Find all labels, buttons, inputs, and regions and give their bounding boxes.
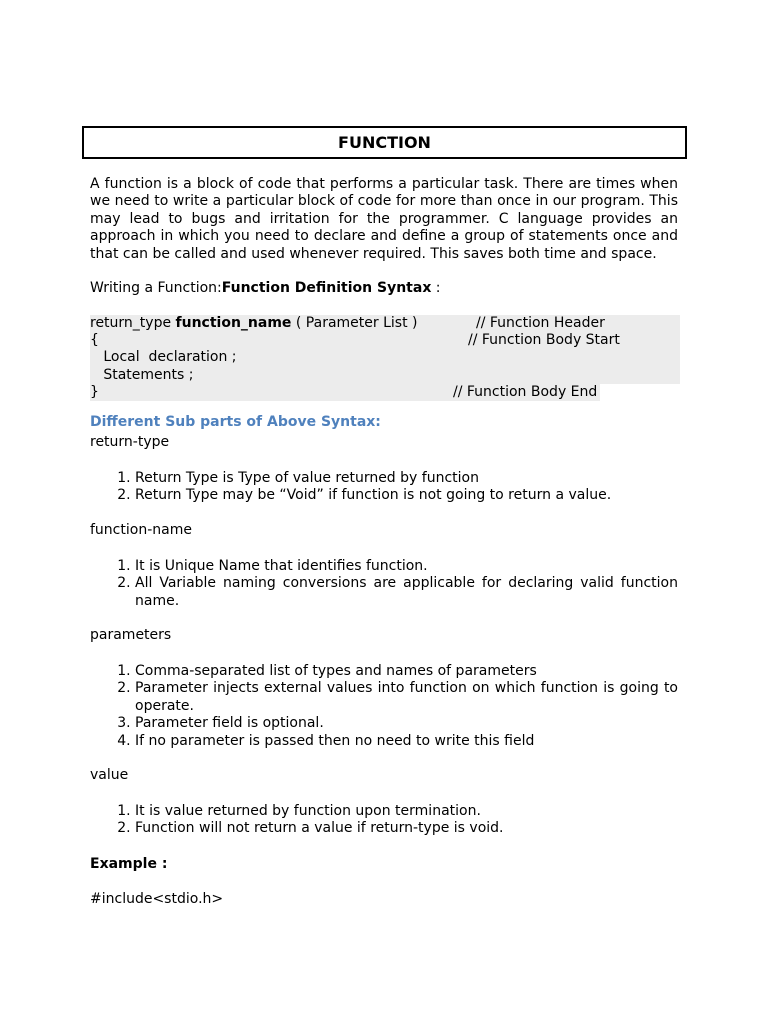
code-line-header	[90, 315, 680, 332]
list-item: 2. Return Type may be “Void” if function is not going to return a value.	[135, 487, 678, 504]
return-type-label: return-type	[90, 434, 170, 450]
writing-suffix: :	[431, 280, 441, 296]
code-line-local-declaration	[90, 349, 680, 366]
code-line-body-end	[90, 384, 600, 401]
list-item: 3. Parameter field is optional.	[135, 715, 678, 732]
list-item: 4. If no parameter is passed then no need to write this field	[135, 733, 678, 750]
function-name-list	[90, 558, 678, 610]
list-item: 2. Function will not return a value if return-type is void.	[135, 820, 678, 837]
writing-prefix: Writing a Function:	[90, 280, 222, 296]
include-line: #include<stdio.h>	[90, 891, 224, 907]
list-item: 1. It is value returned by function upon termination.	[135, 803, 678, 820]
list-item: 2. Parameter injects external values into function on which function is going to operate.	[135, 680, 678, 715]
code-statements: Statements ;	[90, 366, 194, 383]
list-item: 1. It is Unique Name that identifies function.	[135, 558, 678, 575]
writing-function-line	[90, 280, 441, 297]
code-parameter-list: ( Parameter List )	[291, 315, 418, 331]
parameters-label: parameters	[90, 627, 172, 643]
value-list	[90, 803, 678, 838]
comment-body-start: // Function Body Start	[468, 332, 620, 349]
page-title: FUNCTION	[82, 126, 687, 159]
intro-paragraph: A function is a block of code that performs a particular task. There are times when we need to write a particular block of code for more than once in our program. This may lead to bugs and irritation for the programmer. C language provides an approach in which you need to declare and define a group of statements once and that can be called and used whenever required. This saves both time and space.	[90, 176, 678, 262]
list-item: 2. All Variable naming conversions are applicable for declaring valid function name.	[135, 575, 678, 610]
code-open-brace: {	[90, 332, 99, 349]
code-line-body-start	[90, 332, 680, 349]
code-local-declaration: Local declaration ;	[90, 349, 237, 366]
code-line-statements	[90, 367, 680, 384]
syntax-code-block	[90, 315, 680, 401]
list-item: 1. Comma-separated list of types and names of parameters	[135, 663, 678, 680]
list-item: 1. Return Type is Type of value returned by function	[135, 470, 678, 487]
function-name-label: function-name	[90, 522, 192, 538]
code-close-brace: }	[90, 383, 99, 400]
comment-body-end: // Function Body End	[453, 383, 598, 400]
comment-function-header: // Function Header	[476, 315, 605, 331]
return-type-list	[90, 470, 678, 505]
value-label: value	[90, 767, 129, 783]
code-function-name: function_name	[175, 315, 292, 331]
code-return-type: return_type	[90, 315, 176, 331]
syntax-heading: Function Definition Syntax	[221, 280, 432, 296]
parameters-list	[90, 663, 678, 750]
subparts-heading: Different Sub parts of Above Syntax:	[90, 414, 381, 430]
example-label: Example :	[90, 856, 168, 872]
